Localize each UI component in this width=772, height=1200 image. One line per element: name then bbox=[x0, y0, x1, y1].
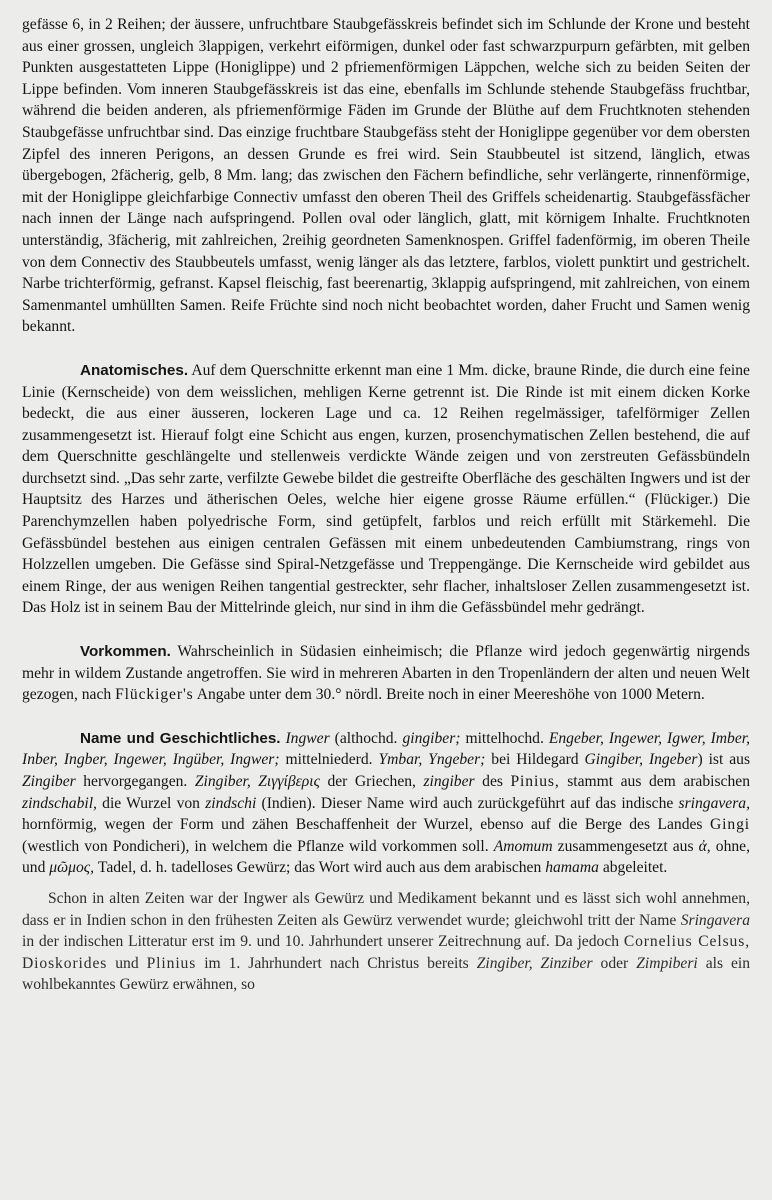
paragraph-anatomy bbox=[22, 360, 750, 619]
history-continued-text: oder bbox=[600, 954, 629, 972]
section-heading-anatomy: Anatomisches. bbox=[80, 361, 189, 379]
occurrence-text-end: Angabe unter dem 30.° nördl. Breite noch in einer Meereshöhe von 1000 Metern. bbox=[196, 686, 705, 704]
history-text: hervorgegangen. bbox=[83, 773, 188, 790]
history-text: Tadel, d. h. tadelloses Gewürz; das Wort wird auch aus dem arabischen bbox=[97, 859, 542, 877]
history-text: ἀ, bbox=[698, 837, 711, 855]
history-continued-text: als ein wohlbekanntes Gewürz erwähnen, so bbox=[22, 954, 751, 994]
history-text: stammt aus dem arabischen bbox=[567, 773, 750, 790]
paragraph-occurrence bbox=[22, 641, 750, 706]
paragraph-gap bbox=[22, 706, 750, 728]
history-text: (westlich von Pondicheri), in welchem die Pflanze wild vorkommen soll. bbox=[22, 837, 489, 855]
history-text: sringavera, bbox=[678, 794, 750, 812]
history-continued-text: in der indischen Litteratur erst im 9. und 10. Jahrhundert unserer Zeitrechnung auf. Da jedoch bbox=[22, 933, 620, 951]
history-text: μῶμος, bbox=[49, 859, 94, 877]
paragraph-gap bbox=[22, 619, 750, 641]
history-text: bei Hildegard bbox=[491, 751, 579, 769]
paragraph-history bbox=[22, 728, 750, 879]
history-continued-author: Plinius bbox=[146, 954, 197, 972]
paragraph-history-continued bbox=[22, 888, 750, 996]
history-continued-text: Zingiber, Zinziber bbox=[476, 954, 593, 972]
paragraph-gap bbox=[22, 879, 750, 888]
history-text: zindschi bbox=[205, 794, 257, 812]
paragraph-flower-description: gefässe 6, in 2 Reihen; der äussere, unfruchtbare Staubgefässkreis befindet sich im Schlunde der Krone und besteht aus einer grossen, ungleich 3lappigen, verkehrt eiförmigen, dunkel oder fast schwarzpurpurn gefärbten, mit gelben Punkten ausgestatteten Lippe (Honiglippe) und 2 pfriemenförmigen Läppchen, welche sich zu beiden Seiten der Lippe befinden. Vom inneren Staubgefässkreis ist das eine, ebenfalls im Schlunde stehende Staubgefäss fruchtbar, während die beiden anderen, als pfriemenförmige Fäden im Grunde der Blüthe auf dem Fruchtknoten stehenden Staubgefässe unfruchtbar sind. Das einzige fruchtbare Staubgefäss steht der Honiglippe gegenüber vor dem obersten Zipfel des inneren Perigons, an dessen Grunde es frei wird. Sein Staubbeutel ist sitzend, länglich, etwas übergebogen, 2fächerig, gelb, 8 Mm. lang; das zwischen den Fächern befindliche, sehr verlängerte, rinnenförmige, mit der Honiglippe gleichfarbige Connectiv umfasst den oberen Theil des Griffels scheidenartig. Staubgefässfächer nach innen der Länge nach aufspringend. Pollen oval oder länglich, glatt, mit körnigem Inhalte. Fruchtknoten unterständig, 3fächerig, mit zahlreichen, 2reihig geordneten Samenknospen. Griffel fadenförmig, im oberen Theile von dem Connectiv des Staubbeutels umfasst, wenig länger als das letztere, farblos, violett punktirt und gestrichelt. Narbe trichterförmig, gefranst. Kapsel fleischig, fast beerenartig, 3klappig aufspringend, mit zahlreichen, von einem Samenmantel umhüllten Samen. Reife Früchte sind noch nicht beobachtet worden, daher Frucht und Samen wenig bekannt. bbox=[22, 16, 750, 336]
history-text: die Wurzel von bbox=[102, 794, 200, 812]
section-heading-occurrence: Vorkommen. bbox=[80, 643, 171, 661]
history-text: Ingwer bbox=[285, 729, 330, 747]
history-continued-authors: Cornelius Celsus, Dioskorides bbox=[22, 933, 750, 972]
history-text: Zingiber, Ζιγγίβερις bbox=[194, 773, 320, 790]
paragraph-gap bbox=[22, 338, 750, 360]
history-text: Gingiber, Ingeber bbox=[584, 751, 698, 769]
history-text: des bbox=[482, 773, 503, 790]
section-heading-history: Name und Geschichtliches. bbox=[80, 729, 281, 747]
history-place-name: Gingi bbox=[709, 816, 751, 834]
history-text: zindschabil, bbox=[22, 794, 97, 812]
occurrence-text: Wahrscheinlich in Südasien einheimisch; die Pflanze wird jedoch gegenwärtig nirgends mehr in wildem Zustande angetroffen. Sie wird in mehreren Abarten in den Tropenländern der alten und neuen Welt gezogen, nach bbox=[22, 643, 750, 704]
history-text: (Indien). Dieser Name wird auch zurückgeführt auf das indische bbox=[261, 794, 674, 812]
history-text: der Griechen, bbox=[327, 773, 416, 790]
history-text: (althochd. bbox=[334, 729, 398, 747]
history-text: hornförmig, wegen der Form und zähen Beschaffenheit der Wurzel, ebenso auf die Berge des Landes bbox=[22, 816, 703, 834]
history-continued-text: und bbox=[115, 954, 139, 972]
history-text: ) ist aus bbox=[697, 751, 751, 769]
history-continued-text: Sringavera bbox=[680, 911, 750, 929]
history-text: zusammengesetzt aus bbox=[557, 837, 694, 855]
history-text: hamama bbox=[545, 859, 599, 877]
history-text: abgeleitet. bbox=[602, 859, 668, 877]
history-text: zingiber bbox=[423, 773, 475, 790]
history-text: Engeber, Ingewer, Igwer, Imber, Inber, Ingber, Ingewer, Ingüber, Ingwer; bbox=[22, 729, 750, 769]
history-text: Amomum bbox=[493, 837, 553, 855]
history-text: Zingiber bbox=[22, 773, 76, 790]
history-author-name: Pinius, bbox=[510, 773, 560, 790]
history-text: mittelniederd. bbox=[285, 751, 373, 769]
history-continued-text: Schon in alten Zeiten war der Ingwer als Gewürz und Medikament bekannt und es lässt sich wohl annehmen, dass er in Indien schon in den frühesten Zeiten als Gewürz verwendet wurde; gleichwohl tritt der Name bbox=[22, 889, 750, 929]
occurrence-author-name: Flückiger's bbox=[115, 686, 194, 704]
anatomy-text: Auf dem Querschnitte erkennt man eine 1 Mm. dicke, braune Rinde, die durch eine feine Linie (Kernscheide) von dem weisslichen, mehligen Kerne getrennt ist. Die Rinde ist mit einem dicken Korke bedeckt, die aus einer äusseren, lockeren Lage und ca. 12 Reihen regelmässiger, tafelförmiger Zellen zusammengesetzt ist. Hierauf folgt eine Schicht aus engen, kurzen, prosenchymatischen Zellen bestehend, die auf dem Querschnitte geschlängelte und stellenweis verdickte Wände zeigen und von zerstreuten Gefässbündeln durchsetzt sind. „Das sehr zarte, verfilzte Gewebe bildet die gestreifte Oberfläche des geschälten Ingwers und ist der Hauptsitz des Harzes und ätherischen Oeles, welche hier eigene grosse Räume erfüllen.“ (Flückiger.) Die Parenchymzellen haben polyedrische Form, sind getüpfelt, farblos und reich erfüllt mit Stärkemehl. Die Gefässbündel bestehen aus einigen centralen Gefässen mit einem unbedeutenden Cambiumstrang, rings von Holzzellen umgeben. Die Gefässe sind Spiral-Netzgefässe und Treppengänge. Die Kernscheide wird gebildet aus einem Ringe, der aus wenigen Reihen tangential gestreckter, sehr flacher, inhaltsloser Zellen zusammengesetzt ist. Das Holz ist in seinem Bau der Mittelrinde gleich, nur sind in ihm die Gefässbündel mehr gedrängt. bbox=[22, 361, 750, 617]
history-text: Ymbar, Yngeber; bbox=[378, 751, 486, 769]
history-text: mittelhochd. bbox=[465, 729, 544, 747]
history-continued-text: im 1. Jahrhundert nach Christus bereits bbox=[204, 954, 469, 972]
history-text: gingiber; bbox=[402, 729, 461, 747]
history-continued-text: Zimpiberi bbox=[636, 954, 698, 972]
history-text: ohne, und bbox=[22, 837, 750, 877]
